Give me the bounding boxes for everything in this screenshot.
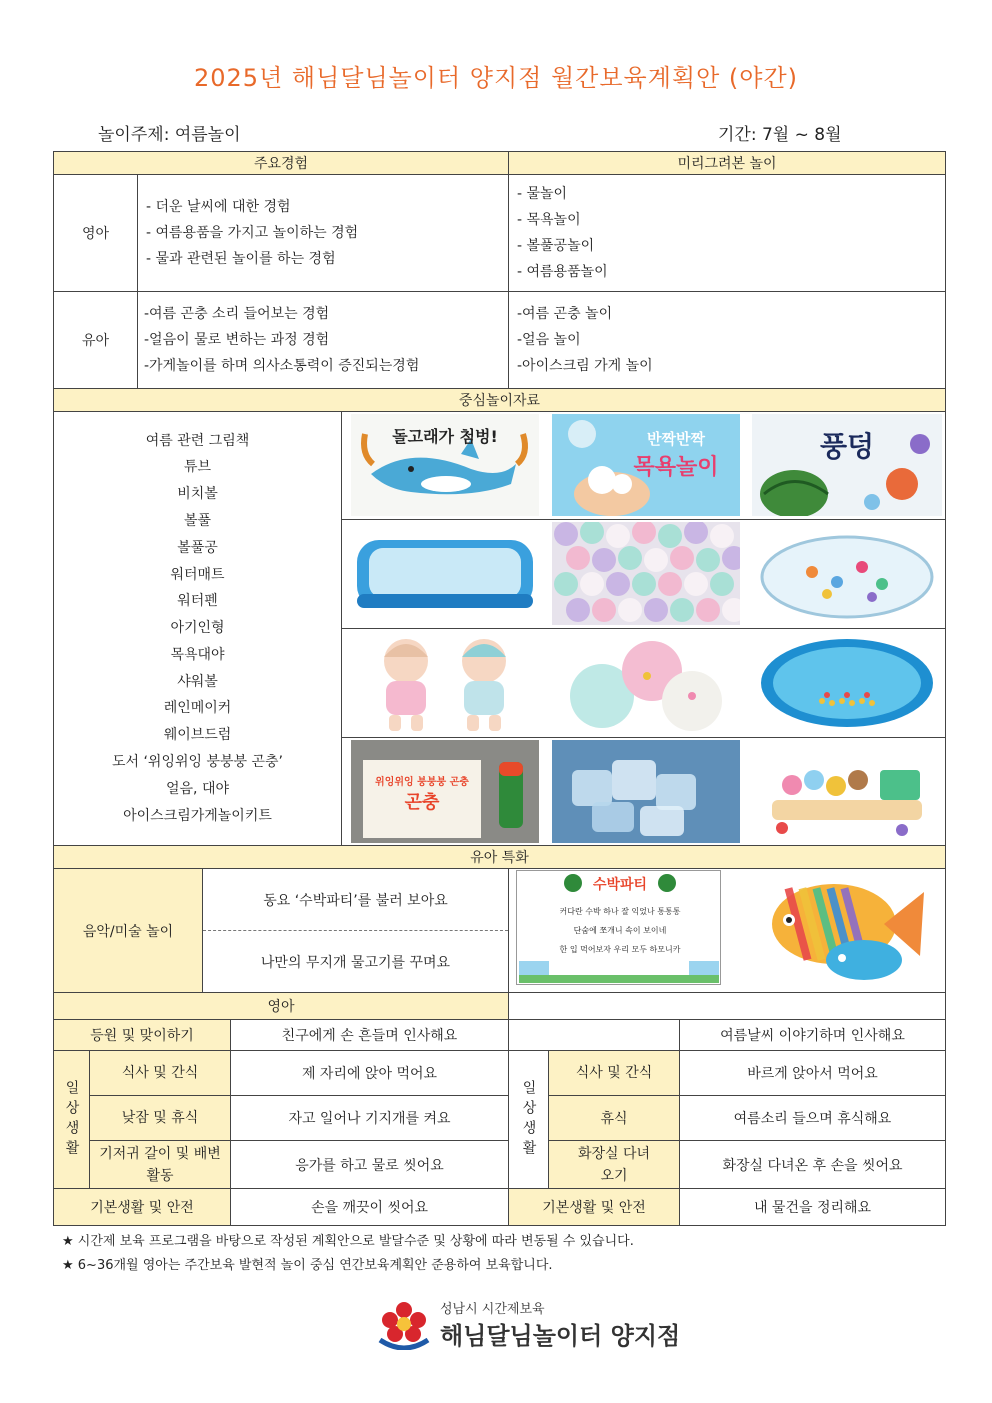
child-play-item: -아이스크림 가게 놀이 <box>517 358 653 374</box>
rainbow-fish-craft <box>744 872 940 984</box>
poster-title: 수박파티 <box>592 877 648 893</box>
baby-dolls-photo <box>351 631 539 734</box>
daily-label-infant <box>53 1050 90 1189</box>
infant-experience-item: - 물과 관련된 놀이를 하는 경험 <box>146 251 336 267</box>
greeting-infant: 친구에게 손 흔들며 인사해요 <box>230 1019 509 1051</box>
child-play-item: -여름 곤충 놀이 <box>517 306 613 322</box>
material-item: 볼풀공 <box>177 539 218 556</box>
book-dolphin-photo <box>351 414 539 516</box>
special-label: 음악/미술 놀이 <box>53 868 203 993</box>
play-subject: 놀이주제: 여름놀이 <box>98 125 241 145</box>
materials-list <box>53 411 342 846</box>
infant-experience-item: - 여름용품을 가지고 놀이하는 경험 <box>146 225 359 241</box>
material-item: 얼음, 대야 <box>166 780 229 797</box>
greeting-label: 등원 및 맞이하기 <box>53 1019 231 1051</box>
svg-text:곤충: 곤충 <box>404 792 440 813</box>
material-item: 튜브 <box>183 459 212 476</box>
nap-label-infant: 낮잠 및 휴식 <box>89 1095 231 1141</box>
material-item: 웨이브드럼 <box>163 727 232 744</box>
meal-label-infant: 식사 및 간식 <box>89 1050 231 1096</box>
watermelon-party-poster <box>516 870 721 985</box>
safety-child: 내 물건을 정리해요 <box>679 1188 946 1226</box>
rest-label-child: 휴식 <box>548 1095 680 1141</box>
safety-label-child: 기본생활 및 안전 <box>508 1188 680 1226</box>
book-bath-photo <box>552 414 740 516</box>
material-item: 도서 ‘위잉위잉 붕붕붕 곤충’ <box>111 754 283 771</box>
header-infant: 영아 <box>53 992 509 1020</box>
safety-label-infant: 기본생활 및 안전 <box>53 1188 231 1226</box>
material-item: 볼풀 <box>183 512 212 529</box>
child-experience-item: -가게놀이를 하며 의사소통력이 증진되는경험 <box>144 358 420 374</box>
material-item: 워터펜 <box>177 593 218 610</box>
play-period: 기간: 7월 ~ 8월 <box>718 125 842 145</box>
child-play <box>508 291 946 389</box>
material-item: 목욕대야 <box>170 646 225 663</box>
child-experience-item: -여름 곤충 소리 들어보는 경험 <box>144 306 330 322</box>
page-title: 2025년 해님달님놀이터 양지점 월간보육계획안 (야간) <box>194 64 798 92</box>
safety-infant: 손을 깨끗이 씻어요 <box>230 1188 509 1226</box>
infant-row-label: 영아 <box>53 174 138 292</box>
material-item: 아기인형 <box>170 620 225 637</box>
child-experience-item: -얼음이 물로 변하는 과정 경험 <box>144 332 330 348</box>
infant-play-item: - 볼풀공놀이 <box>517 238 595 254</box>
insect-book-photo <box>351 740 539 843</box>
footnote: ★ 시간제 보육 프로그램을 바탕으로 작성된 계획안으로 발달수준 및 상황에 따라 변동될 수 있습니다. <box>62 1234 634 1249</box>
book-splash-photo <box>752 414 942 516</box>
child-row-label: 유아 <box>53 291 138 389</box>
ice-cream-kit-photo <box>752 740 942 843</box>
diaper-infant: 응가를 하고 물로 씻어요 <box>230 1140 509 1189</box>
material-item: 워터매트 <box>170 566 225 583</box>
pool-tube-photo <box>351 522 539 625</box>
poster-line: 단숨에 쪼개니 속이 보이네 <box>573 926 667 935</box>
infant-play <box>508 174 946 292</box>
toilet-label-child: 화장실 다녀오기 <box>548 1140 680 1189</box>
shower-balls-photo <box>552 631 740 734</box>
material-item: 레인메이커 <box>163 700 232 717</box>
header-experience: 주요경험 <box>53 151 509 175</box>
meal-label-child: 식사 및 간식 <box>548 1050 680 1096</box>
book-splash-title: 풍덩 <box>819 430 875 463</box>
infant-play-item: - 목욕놀이 <box>517 212 581 228</box>
water-mat-photo <box>752 522 942 625</box>
book-bath-title-line2: 목욕놀이 <box>633 455 719 480</box>
meal-child: 바르게 앉아서 먹어요 <box>679 1050 946 1096</box>
daily-label-text: 일상생활 <box>63 1079 80 1160</box>
nap-infant: 자고 일어나 기지개를 켜요 <box>230 1095 509 1141</box>
infant-play-item: - 여름용품놀이 <box>517 264 608 280</box>
diaper-label-infant: 기저귀 갈이 및 배변 활동 <box>89 1140 231 1189</box>
header-planned-play: 미리그려본 놀이 <box>508 151 946 175</box>
infant-experience-item: - 더운 날씨에 대한 경험 <box>146 199 291 215</box>
city-emblem-icon <box>376 1300 432 1350</box>
material-item: 비치볼 <box>177 486 218 503</box>
poster-line: 커다란 수박 하나 잘 익었나 통통통 <box>559 907 681 916</box>
ice-cubes-photo <box>552 740 740 843</box>
special-item: 나만의 무지개 물고기를 꾸며요 <box>260 954 451 971</box>
logo-subtitle: 성남시 시간제보육 <box>440 1302 545 1317</box>
logo-name: 해님달님놀이터 양지점 <box>440 1322 681 1350</box>
child-play-item: -얼음 놀이 <box>517 332 581 348</box>
footnote: ★ 6~36개월 영아는 주간보육 발현적 놀이 중심 연간보육계획안 준용하여 보육합니다. <box>62 1258 553 1273</box>
header-child-blank <box>508 992 946 1020</box>
header-special: 유아 특화 <box>53 845 946 869</box>
poster-line: 한 입 먹어보자 우리 모두 하모니카 <box>559 945 681 954</box>
greeting-child-blank <box>508 1019 680 1051</box>
meal-infant: 제 자리에 앉아 먹어요 <box>230 1050 509 1096</box>
ball-pit-photo <box>552 522 740 625</box>
daily-label-child <box>508 1050 549 1189</box>
book-bath-title-line1: 반짝반짝 <box>647 430 705 448</box>
material-item: 아이스크림가게놀이키트 <box>123 807 272 824</box>
header-materials: 중심놀이자료 <box>53 388 946 412</box>
special-items <box>202 868 509 993</box>
toilet-child: 화장실 다녀온 후 손을 씻어요 <box>679 1140 946 1189</box>
special-item: 동요 ‘수박파티’를 불러 보아요 <box>263 892 448 909</box>
wave-drum-photo <box>752 631 942 734</box>
material-item: 샤워볼 <box>177 673 218 690</box>
daily-label-text: 일상생활 <box>520 1079 537 1160</box>
greeting-child: 여름날씨 이야기하며 인사해요 <box>679 1019 946 1051</box>
child-experience <box>137 291 509 389</box>
rest-child: 여름소리 들으며 휴식해요 <box>679 1095 946 1141</box>
material-item: 여름 관련 그림책 <box>145 432 250 449</box>
infant-experience <box>137 174 509 292</box>
infant-play-item: - 물놀이 <box>517 186 568 202</box>
insect-book-title: 위잉위잉 붕붕붕 곤충 <box>375 777 469 788</box>
book-dolphin-title: 돌고래가 첨벙! <box>392 427 498 446</box>
